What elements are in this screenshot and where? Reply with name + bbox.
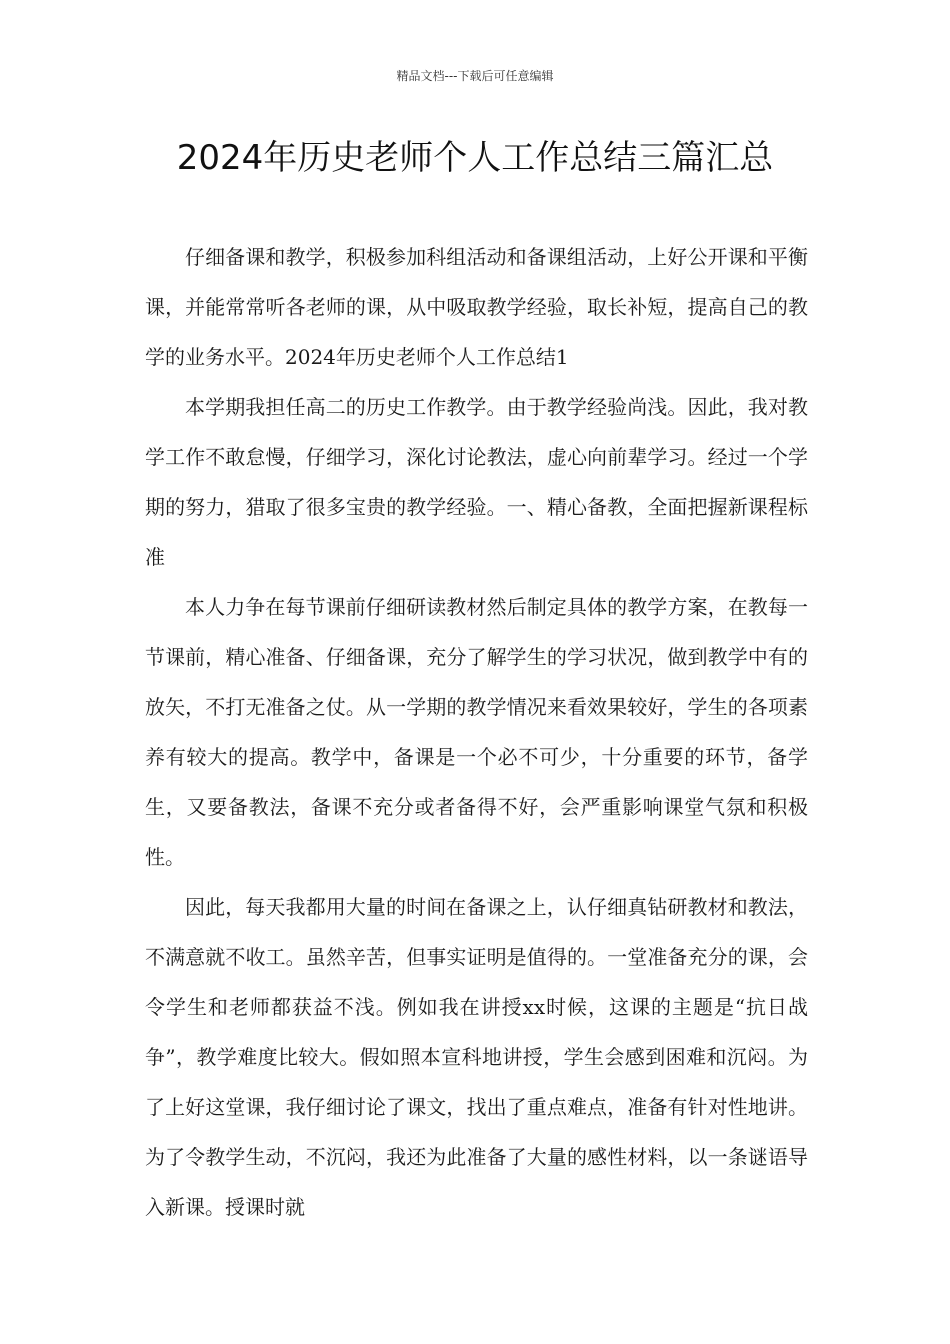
header-note: 精品文档---下载后可任意编辑 <box>396 69 554 83</box>
paragraph-3: 本人力争在每节课前仔细研读教材然后制定具体的教学方案，在教每一节课前，精心准备、仔细备课，充分了解学生的学习状况，做到教学中有的放矢，不打无准备之仗。从一学期的教学情况来看效果较好，学生的各项素养有较大的提高。教学中，备课是一个必不可少，十分重要的环节，备学生，又要备教法，备课不充分或者备得不好，会严重影响课堂气氛和积极性。 <box>145 595 808 869</box>
paragraph-1: 仔细备课和教学，积极参加科组活动和备课组活动，上好公开课和平衡课，并能常常听各老师的课，从中吸取教学经验，取长补短，提高自己的教学的业务水平。2024年历史老师个人工作总结1 <box>145 245 808 369</box>
paragraph-4: 因此，每天我都用大量的时间在备课之上，认仔细真钻研教材和教法，不满意就不收工。虽然辛苦，但事实证明是值得的。一堂准备充分的课，会令学生和老师都获益不浅。例如我在讲授xx时候，这课的主题是“抗日战争”，教学难度比较大。假如照本宣科地讲授，学生会感到困难和沉闷。为了上好这堂课，我仔细讨论了课文，找出了重点难点，准备有针对性地讲。为了令教学生动，不沉闷，我还为此准备了大量的感性材料，以一条谜语导入新课。授课时就 <box>145 895 808 1219</box>
document-title: 2024年历史老师个人工作总结三篇汇总 <box>176 138 774 178</box>
document-body <box>145 232 808 1232</box>
paragraph-2: 本学期我担任高二的历史工作教学。由于教学经验尚浅。因此，我对教学工作不敢怠慢，仔细学习，深化讨论教法，虚心向前辈学习。经过一个学期的努力，猎取了很多宝贵的教学经验。一、精心备教，全面把握新课程标准 <box>145 395 808 569</box>
